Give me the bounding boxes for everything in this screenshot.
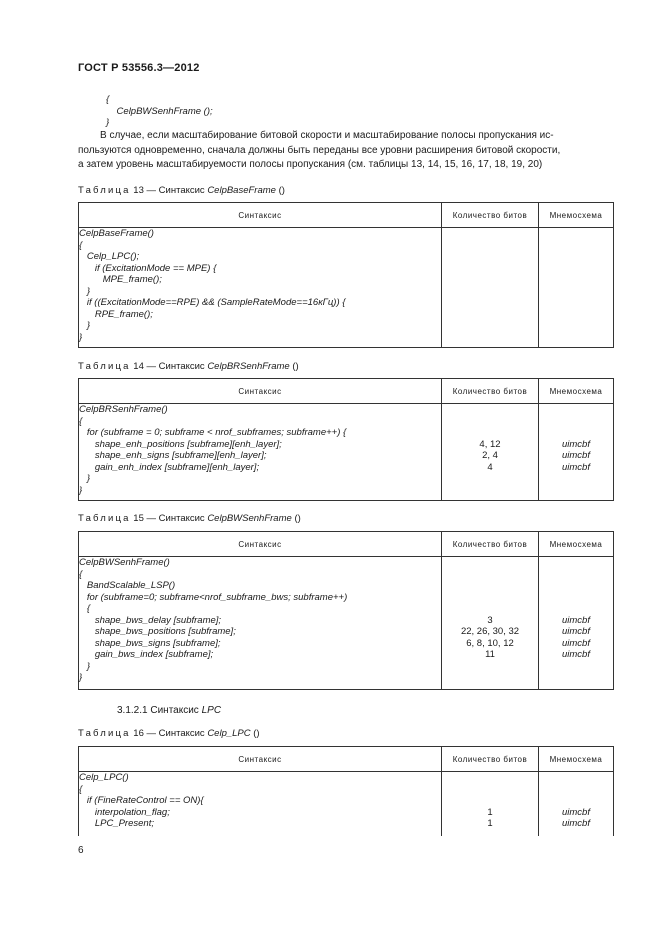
table-word: Таблица <box>78 728 131 739</box>
table-title-prefix: — Синтаксис <box>146 185 205 196</box>
table-15 <box>78 531 614 690</box>
page-number: 6 <box>78 845 84 856</box>
col-header-bits: Количество битов <box>442 203 539 228</box>
col-header-mnemonic: Мнемосхема <box>539 203 614 228</box>
section-number: 3.1.2.1 <box>117 705 148 716</box>
syntax-code: Celp_LPC() { if (FineRateControl == ON){ interpolation_flag; LPC_Present; <box>79 772 204 829</box>
table-func-paren: () <box>294 513 301 524</box>
col-header-syntax: Синтаксис <box>79 747 442 772</box>
table-number: 14 <box>133 361 144 372</box>
table-14-caption <box>78 361 299 372</box>
table-14 <box>78 378 614 501</box>
table-title-prefix: — Синтаксис <box>146 513 205 524</box>
col-header-mnemonic: Мнемосхема <box>539 379 614 404</box>
syntax-code: CelpBRSenhFrame() { for (subframe = 0; subframe < nrof_subframes; subframe++) { shape_enh_positions [subframe][enh_layer]; shape_enh_signs [subframe][enh_layer]; gain_enh_index [subframe][enh_layer]; } } <box>79 404 347 496</box>
document-header: ГОСТ Р 53556.3—2012 <box>78 62 200 74</box>
col-header-bits: Количество битов <box>442 532 539 557</box>
paragraph-line-3: а затем уровень масштабируемости полосы пропускания (см. таблицы 13, 14, 15, 16, 17, 18, 19, 20) <box>78 159 543 170</box>
col-header-bits: Количество битов <box>442 379 539 404</box>
col-header-syntax: Синтаксис <box>79 203 442 228</box>
bits-values: 1 1 <box>487 806 493 829</box>
paragraph-line-1: В случае, если масштабирование битовой скорости и масштабирование полосы пропускания ис- <box>100 130 554 141</box>
table-15-caption <box>78 513 301 524</box>
col-header-bits: Количество битов <box>442 747 539 772</box>
section-text: Синтаксис <box>150 705 199 716</box>
syntax-code: CelpBWSenhFrame() { BandScalable_LSP() for (subframe=0; subframe<nrof_subframe_bws; subframe++) { shape_bws_delay [subframe]; shape_bws_positions [subframe]; shape_bws_signs [subframe]; gain_bws_index [subframe]; } } <box>79 557 348 683</box>
paragraph-line-2: пользуются одновременно, сначала должны быть переданы все уровни расширения битовой скорости, <box>78 144 561 156</box>
table-title-prefix: — Синтаксис <box>146 728 205 739</box>
table-func-name: Celp_LPC <box>207 728 251 739</box>
table-word: Таблица <box>78 361 131 372</box>
intro-code: { CelpBWSenhFrame (); } <box>106 94 213 128</box>
table-title-prefix: — Синтаксис <box>146 361 205 372</box>
section-func: LPC <box>201 705 222 716</box>
intro-paragraph <box>78 129 608 173</box>
table-13 <box>78 202 614 348</box>
table-word: Таблица <box>78 513 131 524</box>
table-func-paren: () <box>253 728 260 739</box>
mnemonic-values: uimcbf uimcbf <box>562 806 590 829</box>
col-header-syntax: Синтаксис <box>79 379 442 404</box>
table-16-caption <box>78 728 260 739</box>
bits-values: 3 22, 26, 30, 32 6, 8, 10, 12 11 <box>460 614 520 660</box>
table-number: 16 <box>133 728 144 739</box>
section-heading <box>117 705 221 716</box>
table-word: Таблица <box>78 185 131 196</box>
col-header-mnemonic: Мнемосхема <box>539 747 614 772</box>
table-16 <box>78 746 614 836</box>
table-func-name: CelpBaseFrame <box>207 185 276 196</box>
table-func-name: CelpBWSenhFrame <box>207 513 292 524</box>
table-number: 13 <box>133 185 144 196</box>
syntax-code: CelpBaseFrame() { Celp_LPC(); if (ExcitationMode == MPE) { MPE_frame(); } if ((ExcitationMode==RPE) && (SampleRateMode==16кГц)) { RPE_frame(); } } <box>79 228 346 343</box>
col-header-mnemonic: Мнемосхема <box>539 532 614 557</box>
table-func-paren: () <box>292 361 299 372</box>
table-func-name: CelpBRSenhFrame <box>207 361 290 372</box>
table-number: 15 <box>133 513 144 524</box>
col-header-syntax: Синтаксис <box>79 532 442 557</box>
bits-values: 4, 12 2, 4 4 <box>479 438 501 473</box>
mnemonic-values: uimcbf uimcbf uimcbf <box>562 438 590 473</box>
mnemonic-values: uimcbf uimcbf uimcbf uimcbf <box>562 614 590 660</box>
table-13-caption <box>78 185 285 196</box>
table-func-paren: () <box>278 185 285 196</box>
